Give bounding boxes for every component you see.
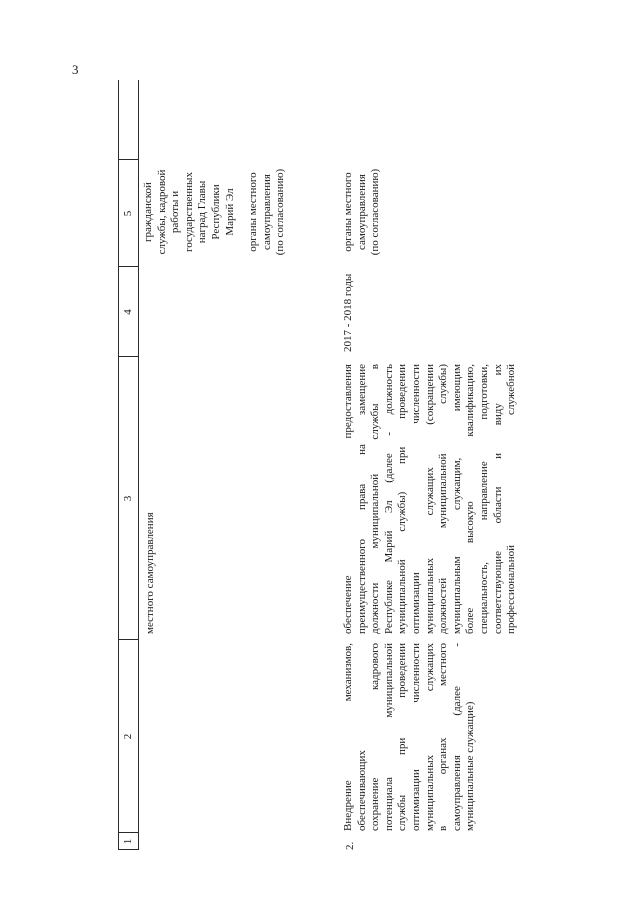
header-bottom-border xyxy=(138,80,139,850)
col5-line: органы местного xyxy=(342,172,354,252)
col3-line: специальность, направление подготовки, xyxy=(477,364,490,634)
col3-line: преимущественного права на замещение xyxy=(355,364,368,634)
col5-line: органы местного xyxy=(247,172,260,252)
col5-line: государственных xyxy=(182,172,195,252)
col2-line: муниципальных служащих xyxy=(423,643,436,831)
col2-line: оптимизации численности xyxy=(409,643,422,831)
col2-line: Внедрение механизмов, xyxy=(342,643,354,831)
col3-line: более высокую квалификацию, xyxy=(464,364,477,634)
row2-period: 2017 - 2018 годы xyxy=(342,273,354,352)
page-number: 3 xyxy=(72,62,79,77)
col3-line: профессиональной служебной xyxy=(505,364,518,634)
col2-line: потенциала муниципальной xyxy=(382,643,395,831)
col5-line: Марий Эл xyxy=(223,188,236,236)
col5-line: самоуправления xyxy=(260,174,273,250)
col3-line: должности муниципальной службы в xyxy=(369,364,382,634)
col2-line: самоуправления (далее - xyxy=(450,643,463,831)
col5-line: наград Главы xyxy=(196,180,209,244)
continuation-col5 xyxy=(142,160,288,264)
col5-line: самоуправления xyxy=(355,174,368,250)
row2-executor xyxy=(342,160,383,264)
column-header-3: 3 xyxy=(122,495,134,502)
col5-line: (по согласованию) xyxy=(274,168,287,256)
col2-line: сохранение кадрового xyxy=(369,643,382,831)
col3-line: обеспечение предоставления xyxy=(342,364,354,634)
col5-line: (по согласованию) xyxy=(369,168,382,256)
col2-line: обеспечивающих xyxy=(355,750,368,831)
rotated-table-page xyxy=(118,80,538,850)
col3-line: соответствующие области и виду их xyxy=(491,364,504,634)
row2-measure xyxy=(342,643,478,831)
column-header-2: 2 xyxy=(122,733,134,740)
col5-line: гражданской xyxy=(142,182,154,242)
col3-line: должностей муниципальной службы) xyxy=(437,364,450,634)
col5-line: работы и xyxy=(169,190,182,234)
col3-line: оптимизации численности xyxy=(409,364,422,634)
row2-description xyxy=(342,364,519,634)
continuation-col3: местного самоуправления xyxy=(144,512,156,634)
col3-line: муниципальных служащих (сокращении xyxy=(423,364,436,634)
column-header-4: 4 xyxy=(122,309,134,315)
col5-line: службы, кадровой xyxy=(155,169,168,255)
col2-line: муниципальные служащие) xyxy=(464,701,477,831)
col2-line: службы при проведении xyxy=(396,643,409,831)
row-number: 2. xyxy=(344,841,356,850)
col2-line: в органах местного xyxy=(437,643,450,831)
col5-line: Республики xyxy=(209,184,222,240)
col3-line: муниципальным служащим, имеющим xyxy=(450,364,463,634)
col3-line: Республике Марий Эл (далее - должность xyxy=(382,364,395,634)
column-header-1: 1 xyxy=(122,838,134,845)
col3-line: муниципальной службы) при проведении xyxy=(396,364,409,634)
column-header-5: 5 xyxy=(122,210,134,217)
